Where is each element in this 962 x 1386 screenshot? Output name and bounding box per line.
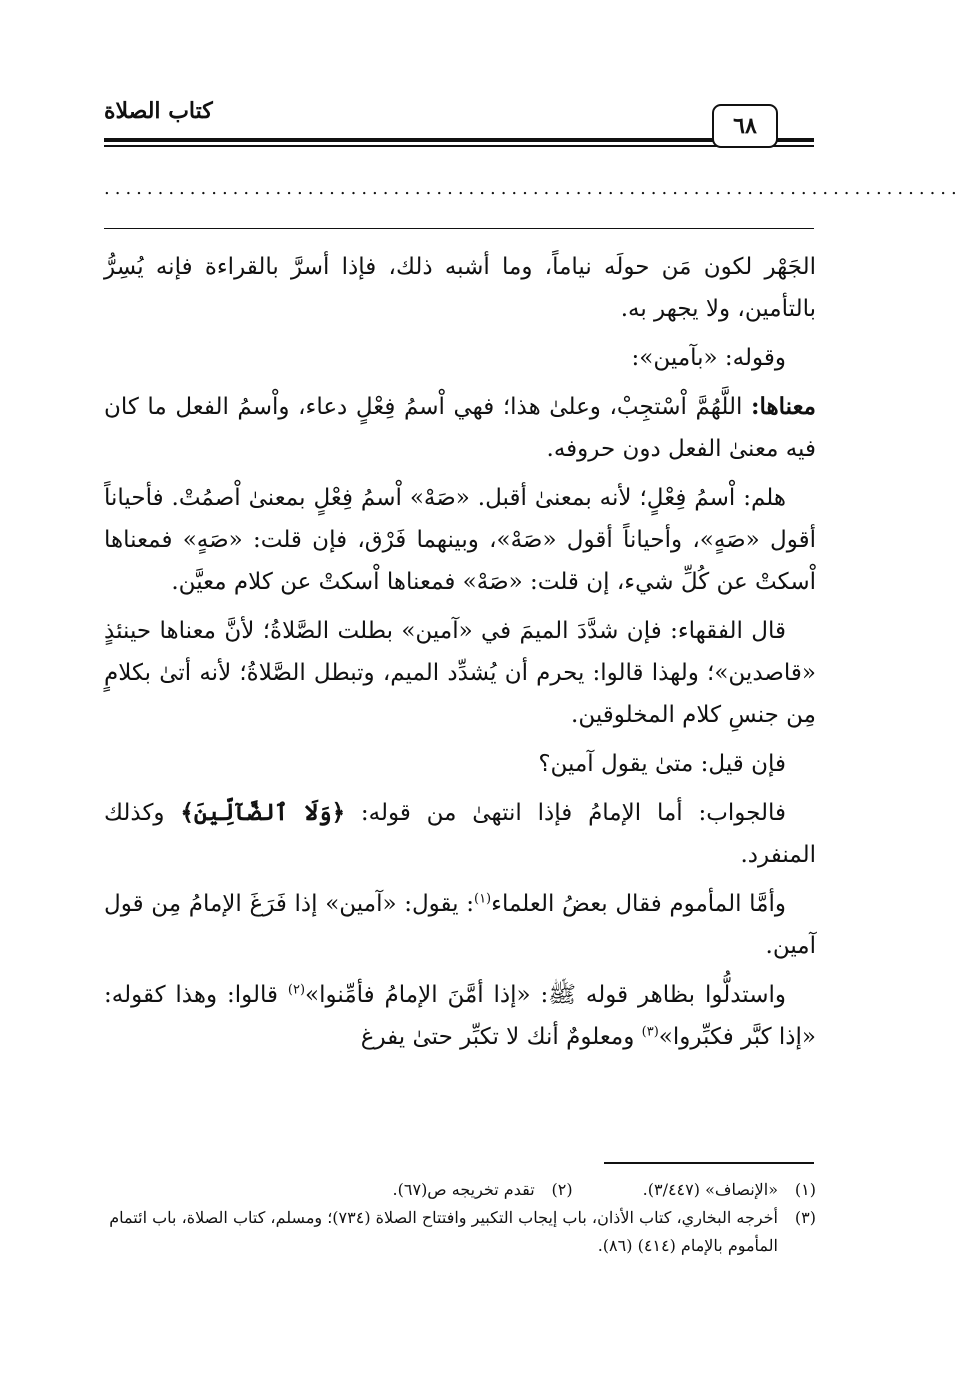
paragraph xyxy=(104,743,816,785)
paragraph-text: الجَهْر لكون مَن حولَه نياماً، وما أشبه ذلك، فإذا أسرَّ بالقراءة فإنه يُسِرُّ بالتأمين، ولا يجهر به. xyxy=(104,254,816,322)
paragraph-text: قال الفقهاء: فإن شدَّدَ الميمَ في «آمين» بطلت الصَّلاةُ؛ لأنَّ معناها حينئذٍ «قاصدين»؛ ولهذا قالوا: يحرم أن يُشدِّد الميم، وتبطل الصَّلاةُ؛ لأنه أتىٰ بكلامٍ مِن جنسِ كلام المخلوقين. xyxy=(104,618,816,728)
footnotes xyxy=(104,1176,816,1260)
paragraph-text: وأمَّا المأموم فقال بعضُ العلماء xyxy=(491,891,786,917)
footnote-number: (٢) xyxy=(551,1180,573,1199)
footnote-1 xyxy=(643,1176,816,1204)
main-text xyxy=(104,246,816,1065)
content-separator xyxy=(104,228,814,229)
footnote-ref[interactable]: (١) xyxy=(473,891,492,907)
paragraph xyxy=(104,337,816,379)
footnote-number: (٣) xyxy=(794,1208,816,1227)
paragraph-text: هلم: اْسمُ فِعْلٍ؛ لأنه بمعنىٰ أقبل. «صَهْ» اْسمُ فِعْلٍ بمعنىٰ اْصمُتْ. فأحياناً أقول «صَهٍ»، وأحياناً أقول «صَهْ»، وبينهما فَرْق، فإن قلت: «صَهٍ» فمعناها اْسكتْ عن كُلِّ شيء، إن قلت: «صَهْ» فمعناها اْسكتْ عن كلام معيَّن. xyxy=(104,485,816,595)
footnote-number: (١) xyxy=(794,1180,816,1199)
page-number: ٦٨ xyxy=(712,104,778,148)
paragraph-text: قالوا: وهذا كقوله: «إذا كبَّر فكبِّروا» xyxy=(104,982,816,1050)
dotted-separator: ................................................................................ xyxy=(104,178,962,199)
paragraph-text: وكذلك المنفرد. xyxy=(104,800,816,868)
page-header xyxy=(104,98,814,154)
paragraph xyxy=(104,386,816,470)
quran-verse: ﴿وَلَا ٱلضَّآلِّينَ﴾ xyxy=(180,799,346,826)
paragraph-text: واستدلُّوا بظاهر قوله ﷺ: «إذا أمَّنَ الإمامُ فأمِّنوا» xyxy=(305,982,787,1008)
paragraph xyxy=(104,883,816,967)
paragraph xyxy=(104,610,816,736)
footnote-text: أخرجه البخاري، كتاب الأذان، باب إيجاب التكبير وافتتاح الصلاة (٧٣٤)؛ ومسلم، كتاب الصلاة، باب ائتمام المأموم بالإمام (٤١٤) (٨٦). xyxy=(109,1208,778,1255)
paragraph xyxy=(104,792,816,876)
footnote-row xyxy=(104,1176,816,1204)
paragraph-text: : يقول: «آمين» إذا فَرَغَ الإمامُ مِن قول آمين. xyxy=(104,891,816,959)
book-title: كتاب الصلاة xyxy=(104,98,213,124)
paragraph-text: فالجواب: أما الإمامُ فإذا انتهىٰ من قوله: xyxy=(345,800,787,826)
footnote-text: تقدم تخريجه ص(٦٧). xyxy=(392,1180,535,1199)
footnote-ref[interactable]: (٣) xyxy=(641,1024,659,1040)
footnote-2 xyxy=(393,1176,573,1204)
paragraph-text: ومعلومٌ أنك لا تكبِّر حتىٰ يفرغ xyxy=(360,1024,642,1050)
paragraph xyxy=(104,974,816,1058)
paragraph-text: وقوله: «بآمين»: xyxy=(631,345,786,371)
footnote-separator xyxy=(604,1162,814,1164)
paragraph-text: فإن قيل: متىٰ يقول آمين؟ xyxy=(538,751,786,777)
footnote-3 xyxy=(104,1204,816,1260)
header-rule-thin xyxy=(104,145,814,147)
paragraph xyxy=(104,477,816,603)
paragraph-text: اللَّهُمَّ اْسْتجِبْ، وعلىٰ هذا؛ فهي اْسمُ فِعْلٍ دعاء، واْسمُ الفعل ما كان فيه معنىٰ الفعل دون حروفه. xyxy=(104,394,816,462)
footnote-text: «الإنصاف» (٣/٤٤٧). xyxy=(642,1180,778,1199)
footnote-ref[interactable]: (٢) xyxy=(287,982,306,998)
header-rule xyxy=(104,138,814,142)
term-label: معناها: xyxy=(751,393,816,420)
paragraph xyxy=(104,246,816,330)
